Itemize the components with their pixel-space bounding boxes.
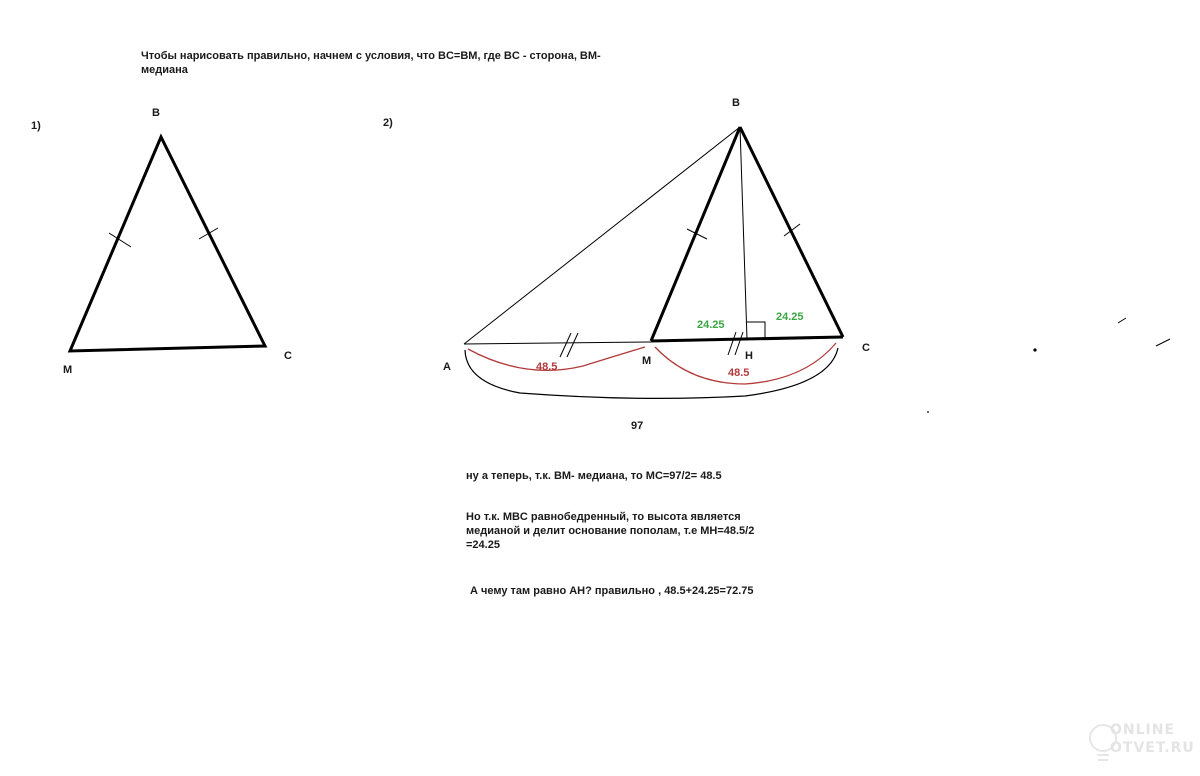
segment-am <box>464 342 651 344</box>
stray-marks <box>927 318 1170 413</box>
value-mc: 48.5 <box>728 367 750 379</box>
explanation-line-2a: Но т.к. MBC равнобедренный, то высота является <box>466 511 741 523</box>
segment-bm <box>651 127 740 341</box>
point-m-2: M <box>642 355 652 367</box>
value-hc: 24.25 <box>776 311 804 323</box>
altitude-bh <box>740 127 747 339</box>
value-mh: 24.25 <box>697 319 725 331</box>
double-tick-mc-b <box>735 332 743 355</box>
segment-ab <box>464 127 740 344</box>
value-am: 48.5 <box>536 361 558 373</box>
explanation-line-2b: медианой и делит основание пополам, т.е MH=48.5/2 <box>466 525 755 537</box>
point-c-1: C <box>284 350 292 362</box>
double-tick-am-a <box>560 333 571 357</box>
stray-stroke-2 <box>1156 339 1170 346</box>
point-b-1: B <box>152 107 160 119</box>
stray-dot-1 <box>1033 348 1036 351</box>
explanation-line-1: ну а теперь, т.к. BM- медиана, то MC=97/2= 48.5 <box>466 470 722 482</box>
triangle-bmc-1 <box>70 137 265 351</box>
double-tick-mc-a <box>728 332 736 355</box>
header-line-2: медиана <box>141 64 188 76</box>
segment-bc <box>740 127 843 337</box>
header-line-1: Чтобы нарисовать правильно, начнем с условия, что BC=BM, где BC - сторона, BM- <box>141 50 601 62</box>
watermark-line-2: OTVET.RU <box>1110 740 1195 756</box>
figure-2-drawing <box>464 127 843 398</box>
double-tick-am-b <box>567 333 578 357</box>
stray-stroke-1 <box>1118 318 1126 323</box>
explanation-line-2c: =24.25 <box>466 539 500 551</box>
value-ac: 97 <box>631 420 644 432</box>
point-a-2: A <box>443 361 451 373</box>
brace-ac <box>465 348 838 398</box>
point-b-2: B <box>732 97 740 109</box>
triangle-1 <box>70 137 265 351</box>
figure-2-label: 2) <box>383 117 393 129</box>
right-angle-mark <box>747 322 765 338</box>
figure-1-label: 1) <box>31 120 41 132</box>
point-m-1: M <box>63 364 73 376</box>
explanation-line-3: А чему там равно AH? правильно , 48.5+24.25=72.75 <box>470 585 754 597</box>
point-c-2: C <box>862 342 870 354</box>
point-h-2: H <box>745 350 753 362</box>
watermark-line-1: ONLINE <box>1110 722 1176 738</box>
stray-dot-2 <box>927 411 929 413</box>
